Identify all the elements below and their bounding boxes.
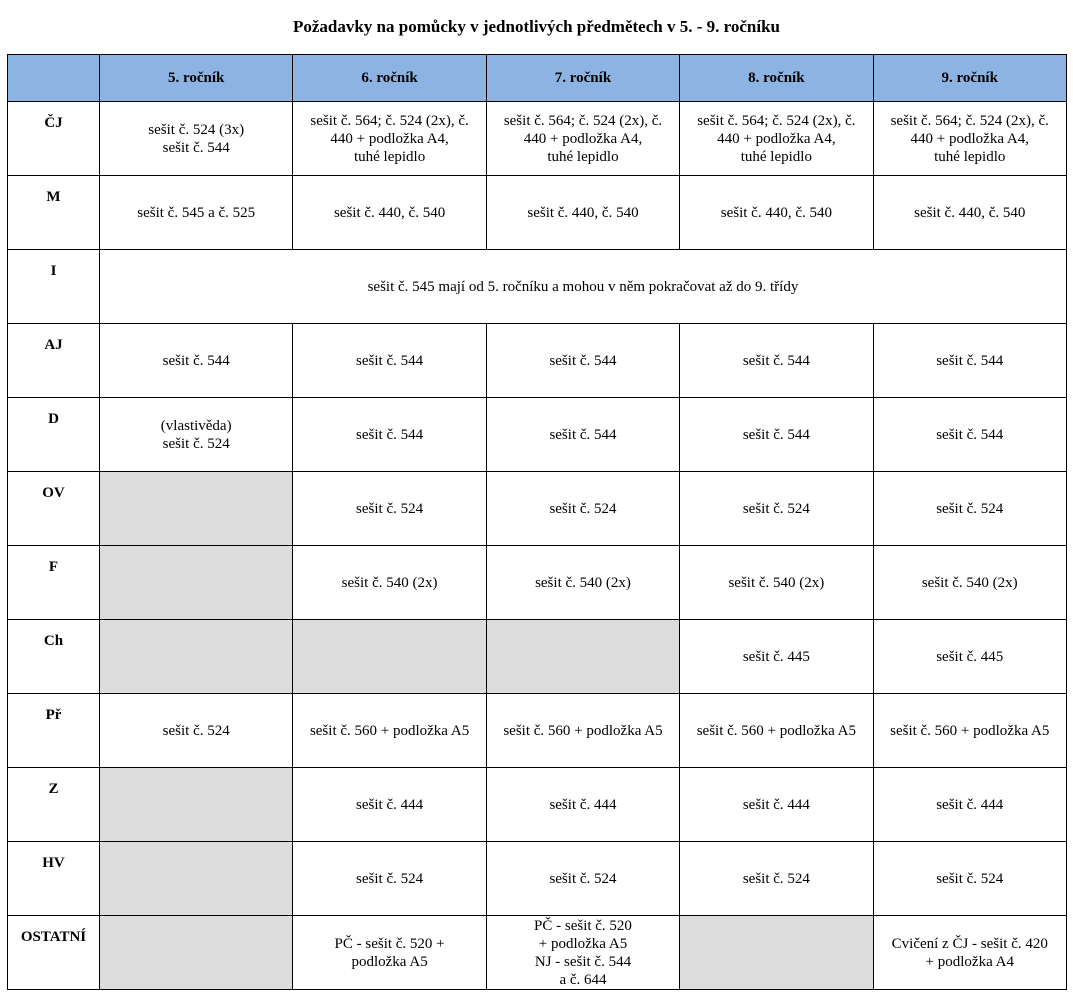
subject-cell: HV: [8, 842, 100, 916]
requirement-cell: PČ - sešit č. 520 + podložka A5 NJ - sešit č. 544 a č. 644: [486, 916, 679, 990]
header-grade-8: 8. ročník: [680, 55, 873, 102]
requirement-cell: sešit č. 560 + podložka A5: [873, 694, 1066, 768]
table-row: [8, 250, 1067, 324]
requirement-cell: sešit č. 524 (3x) sešit č. 544: [100, 102, 293, 176]
requirement-cell: (vlastivěda) sešit č. 524: [100, 398, 293, 472]
requirement-cell: sešit č. 440, č. 540: [873, 176, 1066, 250]
subject-cell: Ch: [8, 620, 100, 694]
subject-cell: Z: [8, 768, 100, 842]
subject-cell: I: [8, 250, 100, 324]
subject-cell: OSTATNÍ: [8, 916, 100, 990]
requirement-cell: sešit č. 544: [486, 398, 679, 472]
requirement-cell: sešit č. 524: [873, 842, 1066, 916]
requirement-cell: sešit č. 564; č. 524 (2x), č. 440 + podložka A4, tuhé lepidlo: [680, 102, 873, 176]
requirement-cell: sešit č. 540 (2x): [680, 546, 873, 620]
requirement-cell: sešit č. 544: [293, 324, 486, 398]
requirement-cell: sešit č. 524: [873, 472, 1066, 546]
requirement-cell: sešit č. 560 + podložka A5: [486, 694, 679, 768]
requirement-cell: sešit č. 544: [293, 398, 486, 472]
requirement-cell: sešit č. 445: [873, 620, 1066, 694]
header-grade-5: 5. ročník: [100, 55, 293, 102]
empty-cell: [100, 768, 293, 842]
empty-cell: [486, 620, 679, 694]
header-grade-9: 9. ročník: [873, 55, 1066, 102]
requirement-cell: sešit č. 545 a č. 525: [100, 176, 293, 250]
table-row: [8, 546, 1067, 620]
empty-cell: [100, 916, 293, 990]
table-row: [8, 620, 1067, 694]
requirement-cell: PČ - sešit č. 520 + podložka A5: [293, 916, 486, 990]
table-body: [8, 102, 1067, 990]
requirement-cell: sešit č. 524: [100, 694, 293, 768]
requirement-cell: sešit č. 440, č. 540: [486, 176, 679, 250]
table-row: [8, 842, 1067, 916]
header-corner-cell: [8, 55, 100, 102]
requirement-cell: sešit č. 544: [873, 324, 1066, 398]
subject-cell: F: [8, 546, 100, 620]
requirement-cell: sešit č. 540 (2x): [486, 546, 679, 620]
header-grade-6: 6. ročník: [293, 55, 486, 102]
table-row: [8, 398, 1067, 472]
requirement-cell: sešit č. 544: [680, 398, 873, 472]
header-grade-7: 7. ročník: [486, 55, 679, 102]
subject-cell: OV: [8, 472, 100, 546]
empty-cell: [100, 842, 293, 916]
requirement-cell: sešit č. 440, č. 540: [293, 176, 486, 250]
requirement-cell: sešit č. 524: [293, 472, 486, 546]
requirement-cell: sešit č. 444: [680, 768, 873, 842]
requirement-cell: sešit č. 560 + podložka A5: [293, 694, 486, 768]
requirement-cell: sešit č. 440, č. 540: [680, 176, 873, 250]
requirement-cell: sešit č. 444: [293, 768, 486, 842]
empty-cell: [100, 472, 293, 546]
page-title: Požadavky na pomůcky v jednotlivých předmětech v 5. - 9. ročníku: [292, 17, 781, 36]
table-row: [8, 176, 1067, 250]
requirement-cell: sešit č. 544: [873, 398, 1066, 472]
merged-cell: sešit č. 545 mají od 5. ročníku a mohou v něm pokračovat až do 9. třídy: [100, 250, 1067, 324]
table-row: [8, 324, 1067, 398]
subject-cell: ČJ: [8, 102, 100, 176]
requirement-cell: sešit č. 560 + podložka A5: [680, 694, 873, 768]
subject-cell: D: [8, 398, 100, 472]
requirements-table: [7, 54, 1067, 990]
requirement-cell: sešit č. 564; č. 524 (2x), č. 440 + podložka A4, tuhé lepidlo: [486, 102, 679, 176]
requirement-cell: sešit č. 524: [680, 842, 873, 916]
empty-cell: [293, 620, 486, 694]
requirement-cell: sešit č. 564; č. 524 (2x), č. 440 + podložka A4, tuhé lepidlo: [293, 102, 486, 176]
subject-cell: Př: [8, 694, 100, 768]
subject-cell: M: [8, 176, 100, 250]
requirement-cell: sešit č. 540 (2x): [873, 546, 1066, 620]
table-row: [8, 472, 1067, 546]
table-row: [8, 768, 1067, 842]
requirement-cell: Cvičení z ČJ - sešit č. 420 + podložka A4: [873, 916, 1066, 990]
requirement-cell: sešit č. 444: [873, 768, 1066, 842]
requirement-cell: sešit č. 544: [486, 324, 679, 398]
subject-cell: AJ: [8, 324, 100, 398]
requirement-cell: sešit č. 524: [486, 842, 679, 916]
requirement-cell: sešit č. 564; č. 524 (2x), č. 440 + podložka A4, tuhé lepidlo: [873, 102, 1066, 176]
requirement-cell: sešit č. 524: [680, 472, 873, 546]
requirement-cell: sešit č. 544: [680, 324, 873, 398]
requirement-cell: sešit č. 445: [680, 620, 873, 694]
table-row: [8, 694, 1067, 768]
header-row: [8, 55, 1067, 102]
requirement-cell: sešit č. 540 (2x): [293, 546, 486, 620]
empty-cell: [100, 620, 293, 694]
requirement-cell: sešit č. 524: [293, 842, 486, 916]
table-row: [8, 916, 1067, 990]
requirement-cell: sešit č. 524: [486, 472, 679, 546]
requirement-cell: sešit č. 544: [100, 324, 293, 398]
empty-cell: [680, 916, 873, 990]
table-row: [8, 102, 1067, 176]
empty-cell: [100, 546, 293, 620]
requirement-cell: sešit č. 444: [486, 768, 679, 842]
